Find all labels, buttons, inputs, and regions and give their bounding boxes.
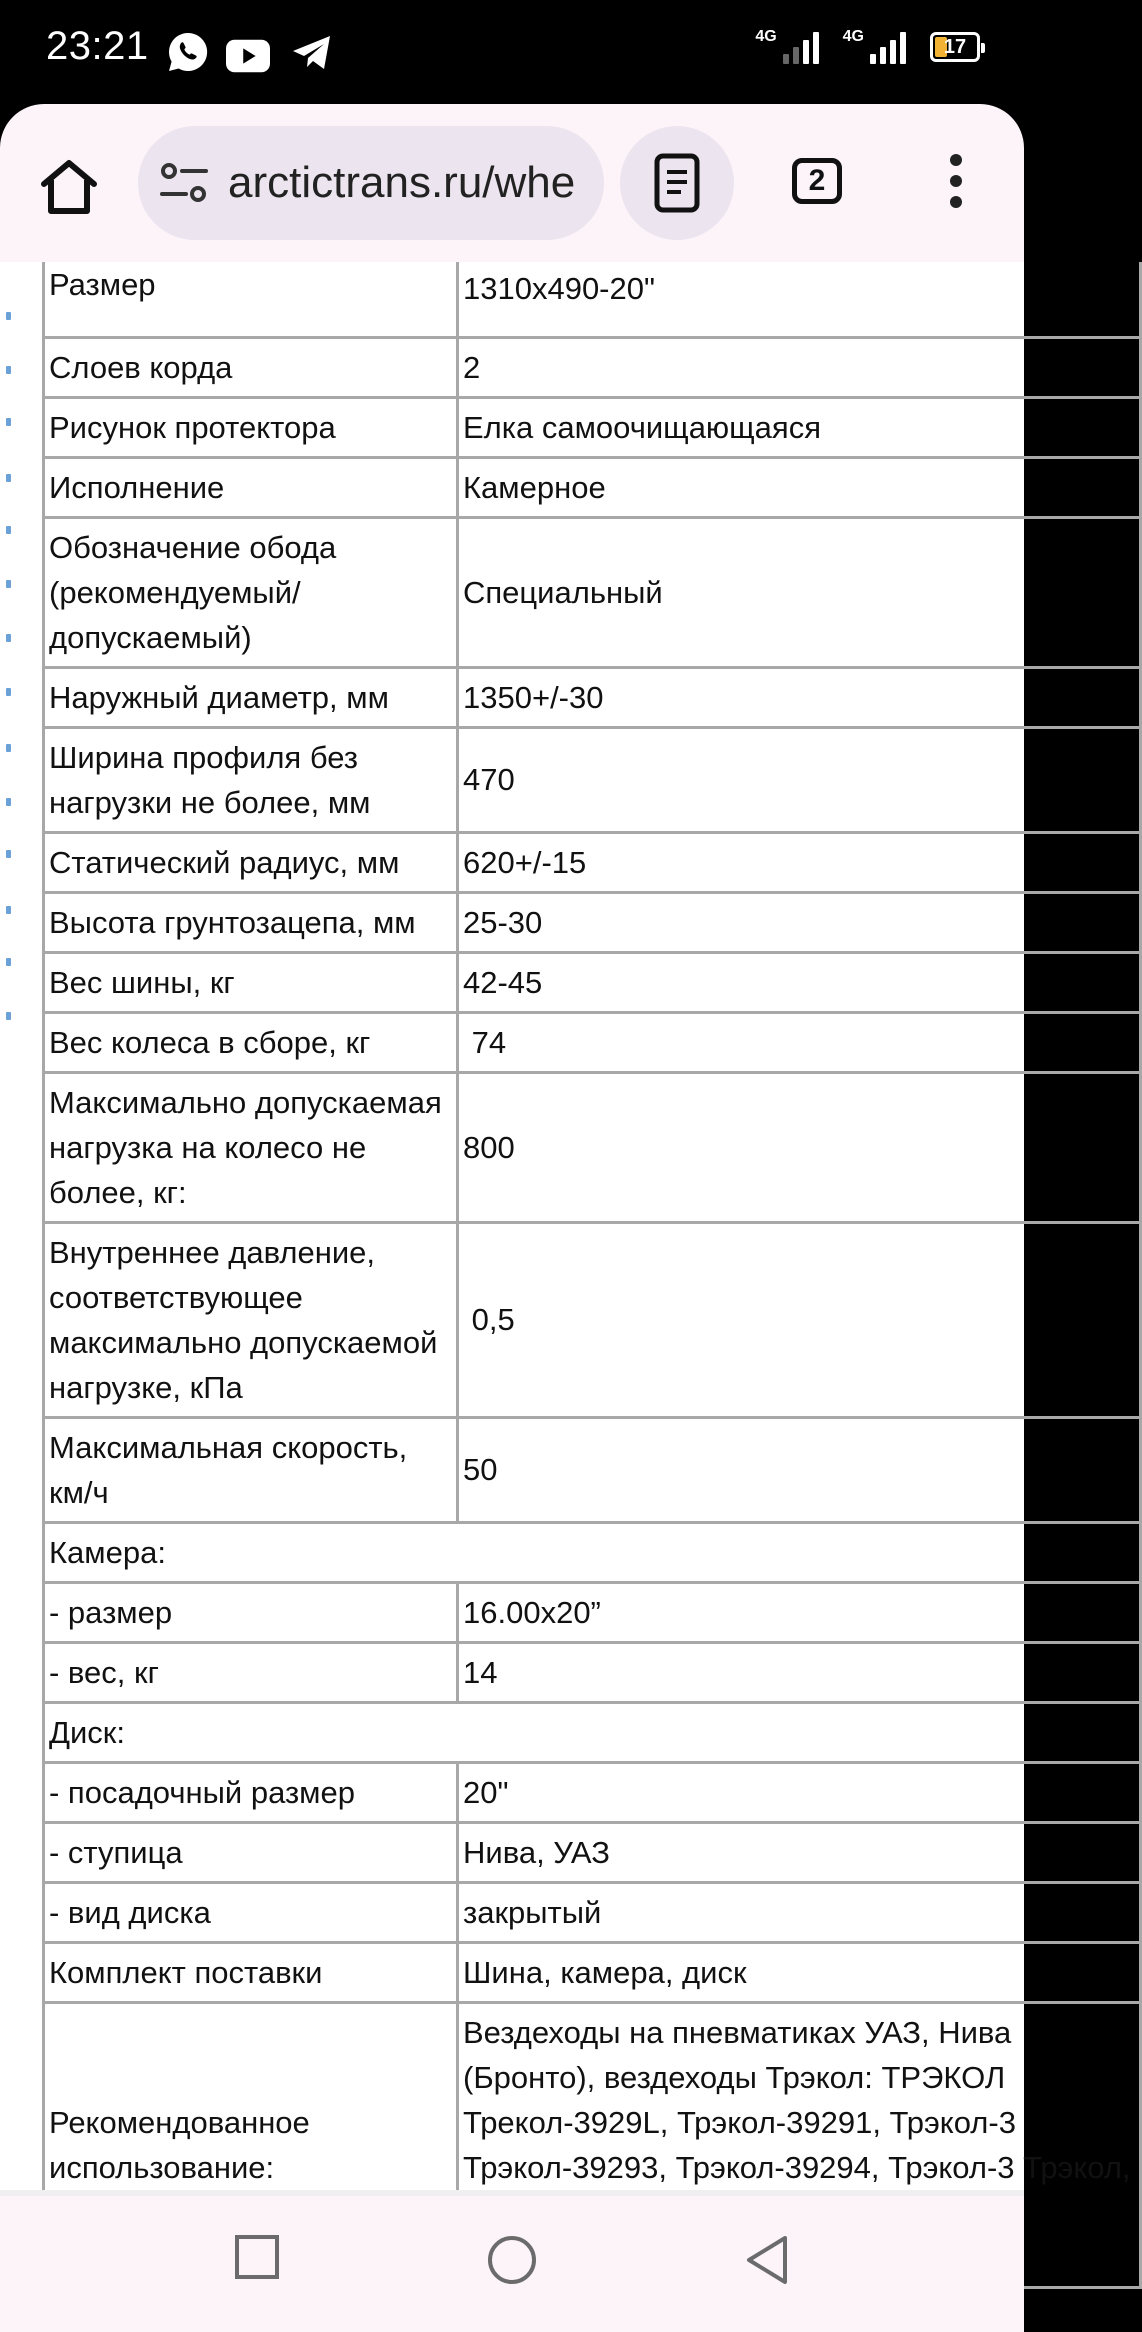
battery-level: 17 xyxy=(943,35,967,58)
spec-key: Рекомендованное использование: xyxy=(44,2002,458,2287)
back-triangle-icon[interactable] xyxy=(744,2234,790,2286)
spec-value: закрытый xyxy=(458,1882,1141,1942)
table-row xyxy=(44,457,1141,517)
home-icon[interactable] xyxy=(38,156,100,218)
table-row xyxy=(44,1882,1141,1942)
page-content[interactable] xyxy=(0,262,1131,2196)
table-row xyxy=(44,1417,1141,1522)
spec-key: Исполнение xyxy=(44,457,458,517)
whatsapp-icon xyxy=(166,30,210,74)
network-type-2: 4G xyxy=(842,28,864,45)
spec-key: Слоев корда xyxy=(44,337,458,397)
table-row xyxy=(44,1822,1141,1882)
spec-value: 20" xyxy=(458,1762,1141,1822)
spec-key: Ширина профиля без нагрузки не более, мм xyxy=(44,727,458,832)
signal-1-icon xyxy=(783,30,819,64)
spec-value: Камерное xyxy=(458,457,1141,517)
spec-value: 470 xyxy=(458,727,1141,832)
telegram-icon xyxy=(290,30,334,74)
section-header: Камера: xyxy=(44,1522,1141,1582)
spec-value: 1310x490-20" xyxy=(458,262,1141,337)
table-row-section xyxy=(44,1702,1141,1762)
spec-key: - размер xyxy=(44,1582,458,1642)
signal-2-icon xyxy=(870,30,906,64)
table-row xyxy=(44,262,1141,337)
section-header: Диск: xyxy=(44,1702,1141,1762)
spec-value: Шина, камера, диск xyxy=(458,1942,1141,2002)
table-row xyxy=(44,832,1141,892)
spec-value: Нива, УАЗ xyxy=(458,1822,1141,1882)
more-menu-icon[interactable] xyxy=(944,154,968,214)
table-row xyxy=(44,1012,1141,1072)
spec-key: - вес, кг xyxy=(44,1642,458,1702)
table-row xyxy=(44,1762,1141,1822)
spec-value: 25-30 xyxy=(458,892,1141,952)
spec-key: Внутреннее давление, соответствующее максимально допускаемой нагрузке, кПа xyxy=(44,1222,458,1417)
table-row xyxy=(44,397,1141,457)
site-settings-icon[interactable] xyxy=(160,162,208,204)
spec-key: Наружный диаметр, мм xyxy=(44,667,458,727)
spec-key: Максимальная скорость, км/ч xyxy=(44,1417,458,1522)
spec-value: 620+/-15 xyxy=(458,832,1141,892)
table-row-section xyxy=(44,1522,1141,1582)
address-bar[interactable] xyxy=(138,126,604,240)
spec-value: 2 xyxy=(458,337,1141,397)
table-row xyxy=(44,1942,1141,2002)
tab-count: 2 xyxy=(808,164,826,197)
spec-value: 16.00x20” xyxy=(458,1582,1141,1642)
tabs-icon[interactable] xyxy=(792,158,842,204)
spec-value: Елка самоочищающаяся xyxy=(458,397,1141,457)
spec-key: Рисунок протектора xyxy=(44,397,458,457)
table-row xyxy=(44,667,1141,727)
reader-mode-button[interactable] xyxy=(620,126,734,240)
spec-key: Размер xyxy=(44,262,458,337)
table-row xyxy=(44,1072,1141,1222)
system-nav-bar xyxy=(0,2196,1024,2332)
page-margin-markers xyxy=(6,262,12,2196)
spec-key: Высота грунтозацепа, мм xyxy=(44,892,458,952)
table-row xyxy=(44,727,1141,832)
status-time: 23:21 xyxy=(46,24,149,68)
spec-value: Вездеходы на пневматиках УАЗ, Нива (Бронто), вездеходы Трэкол: ТРЭКОЛ Трекол-3929L, Трэкол-39291, Трэкол-3 Трэкол-39293, Трэкол-39294, Трэкол-3 Трэкол, xyxy=(458,2002,1141,2287)
spec-key: Статический радиус, мм xyxy=(44,832,458,892)
table-row xyxy=(44,1222,1141,1417)
spec-value: 74 xyxy=(458,1012,1141,1072)
spec-value: 800 xyxy=(458,1072,1141,1222)
spec-value: 14 xyxy=(458,1642,1141,1702)
status-indicators xyxy=(755,30,980,64)
spec-key: Вес колеса в сборе, кг xyxy=(44,1012,458,1072)
spec-key: Максимально допускаемая нагрузка на колесо не более, кг: xyxy=(44,1072,458,1222)
table-row xyxy=(44,1582,1141,1642)
reader-mode-icon xyxy=(654,153,700,213)
table-row xyxy=(44,337,1141,397)
spec-value: 42-45 xyxy=(458,952,1141,1012)
recents-square-icon[interactable] xyxy=(234,2234,280,2280)
spec-value: 0,5 xyxy=(458,1222,1141,1417)
table-row xyxy=(44,952,1141,1012)
spec-value: 1350+/-30 xyxy=(458,667,1141,727)
home-circle-icon[interactable] xyxy=(486,2234,538,2286)
table-row xyxy=(44,1642,1141,1702)
spec-key: Вес шины, кг xyxy=(44,952,458,1012)
browser-toolbar xyxy=(0,104,1024,262)
status-bar xyxy=(0,0,1024,104)
table-row xyxy=(44,517,1141,667)
url-text: arctictrans.ru/whe xyxy=(228,158,576,207)
spec-table xyxy=(42,262,1142,2289)
spec-key: Обозначение обода (рекомендуемый/ допускаемый) xyxy=(44,517,458,667)
spec-value: 50 xyxy=(458,1417,1141,1522)
network-type-1: 4G xyxy=(755,28,777,45)
spec-key: - ступица xyxy=(44,1822,458,1882)
spec-key: - посадочный размер xyxy=(44,1762,458,1822)
youtube-icon xyxy=(226,34,270,78)
table-row xyxy=(44,892,1141,952)
battery-icon xyxy=(930,32,980,62)
spec-key: Комплект поставки xyxy=(44,1942,458,2002)
spec-key: - вид диска xyxy=(44,1882,458,1942)
spec-value: Специальный xyxy=(458,517,1141,667)
